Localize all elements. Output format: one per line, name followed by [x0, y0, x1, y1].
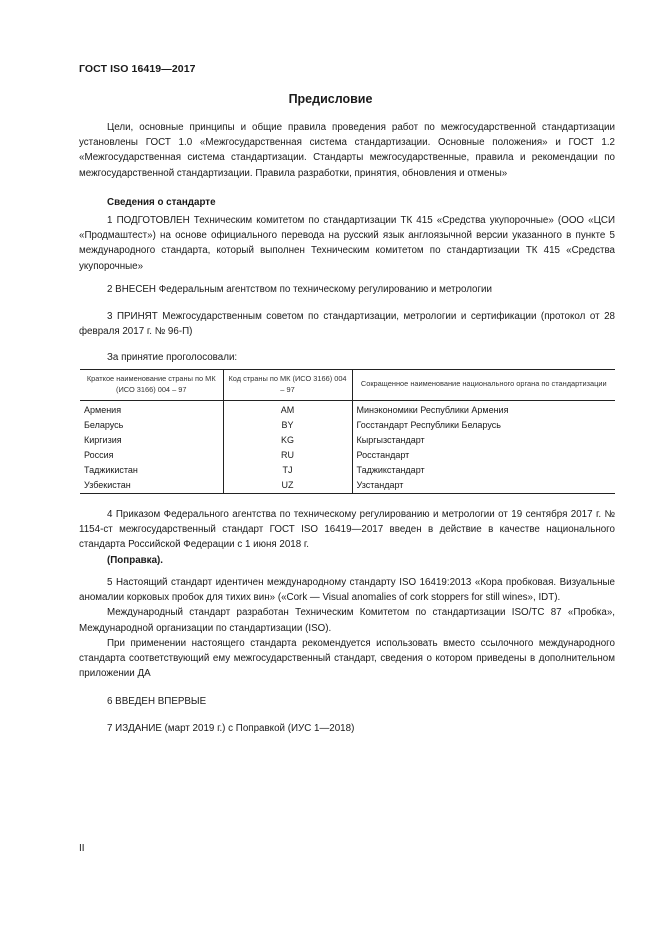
- intro-paragraph: Цели, основные принципы и общие правила проведения работ по межгосударственной стандартизации установлены ГОСТ 1.0 «Межгосударственная система стандартизации. Основные положения» и ГОСТ 1.2 «Межгосударственная система стандартизации. Стандарты межгосударственные, правила и рекомендации по межгосударственной стандартизации. Правила разработки, принятия, обновления и отмены»: [79, 122, 615, 179]
- national-body-cell: Кыргызстандарт: [352, 433, 615, 448]
- info-heading-block: [79, 195, 615, 210]
- item-4-block: [79, 507, 615, 568]
- country-cell: Армения: [84, 405, 122, 415]
- vote-caption: За принятие проголосовали:: [107, 352, 238, 363]
- national-body-cell: Минэкономики Республики Армения: [352, 401, 615, 418]
- table-row: [80, 463, 615, 478]
- item-7-paragraph: 7 ИЗДАНИЕ (март 2019 г.) с Поправкой (ИУС 1—2018): [107, 723, 355, 734]
- item-4-paragraph: 4 Приказом Федерального агентства по техническому регулированию и метрологии от 19 сентября 2017 г. № 1154-ст межгосударственный стандарт ГОСТ ISO 16419—2017 введен в действие в качестве национального стандарта Российской Федерации с 1 июня 2018 г.: [79, 509, 615, 551]
- country-cell: Узбекистан: [80, 478, 223, 494]
- table-row: [80, 433, 615, 448]
- country-code-cell: UZ: [223, 478, 352, 494]
- national-body-cell: Узстандарт: [352, 478, 615, 494]
- item-6-block: [79, 694, 615, 709]
- national-body-cell: Таджикстандарт: [352, 463, 615, 478]
- country-cell: Киргизия: [84, 434, 122, 445]
- column-header-body: Сокращенное наименование национального органа по стандартизации: [352, 370, 615, 401]
- section-title: Предисловие: [288, 92, 373, 106]
- national-body-cell: Госстандарт Республики Беларусь: [352, 418, 615, 433]
- column-header-country: Краткое наименование страны по МК (ИСО 3166) 004 – 97: [80, 370, 223, 401]
- item-3-paragraph: 3 ПРИНЯТ Межгосударственным советом по стандартизации, метрологии и сертификации (протокол от 28 февраля 2017 г. № 96-П): [79, 311, 615, 338]
- standard-id-header: ГОСТ ISO 16419—2017: [79, 63, 196, 75]
- table-row: [80, 401, 615, 418]
- item-5-note-usage: При применении настоящего стандарта рекомендуется использовать вместо ссылочного международного стандарта соответствующий ему межгосударственный стандарт, сведения о котором приведены в дополнительном приложении ДА: [79, 637, 615, 680]
- country-code-cell: BY: [223, 418, 352, 433]
- voting-countries-table: [80, 369, 615, 494]
- item-6-paragraph: 6 ВВЕДЕН ВПЕРВЫЕ: [107, 696, 207, 707]
- country-cell: Таджикистан: [84, 464, 138, 475]
- table-row: [80, 418, 615, 433]
- country-code-cell: RU: [223, 448, 352, 463]
- item-1-block: [79, 213, 615, 274]
- page-number: II: [79, 843, 85, 854]
- item-5-note-developer: Международный стандарт разработан Техническим Комитетом по стандартизации ISO/TC 87 «Пробка», Международной организации по стандартизации (ISO).: [79, 607, 615, 634]
- country-cell: Беларусь: [84, 419, 124, 430]
- country-code-cell: KG: [223, 433, 352, 448]
- country-code-cell: TJ: [223, 463, 352, 478]
- item-5-paragraph: 5 Настоящий стандарт идентичен международному стандарту ISO 16419:2013 «Кора пробковая. Визуальные аномалии корковых пробок для тихих вин» («Cork — Visual anomalies of cork stoppers for still wines», IDT).: [79, 577, 615, 604]
- table-row: [80, 448, 615, 463]
- national-body-cell: Росстандарт: [352, 448, 615, 463]
- country-code-cell: AM: [223, 401, 352, 418]
- item-5-block: [79, 575, 615, 681]
- amendment-note: (Поправка).: [107, 554, 163, 566]
- country-cell: Россия: [84, 449, 114, 460]
- table-row: [80, 478, 615, 494]
- item-2-paragraph: 2 ВНЕСЕН Федеральным агентством по техническому регулированию и метрологии: [107, 284, 493, 295]
- item-2-block: [79, 282, 615, 297]
- intro-block: [79, 120, 615, 181]
- info-heading: Сведения о стандарте: [107, 197, 216, 208]
- column-header-code: Код страны по МК (ИСО 3166) 004 – 97: [223, 370, 352, 401]
- item-7-block: [79, 721, 615, 736]
- vote-caption-block: [79, 350, 615, 365]
- item-3-block: [79, 309, 615, 339]
- item-1-paragraph: 1 ПОДГОТОВЛЕН Техническим комитетом по стандартизации ТК 415 «Средства укупорочные» (ООО «ЦСИ «Продмаштест») на основе официального перевода на русский язык англоязычной версии указанного в пункте 5 международного стандарта, который выполнен Техническим комитетом по стандартизации ТК 415 «Средства укупорочные»: [79, 215, 615, 272]
- table-header-row: [80, 370, 615, 401]
